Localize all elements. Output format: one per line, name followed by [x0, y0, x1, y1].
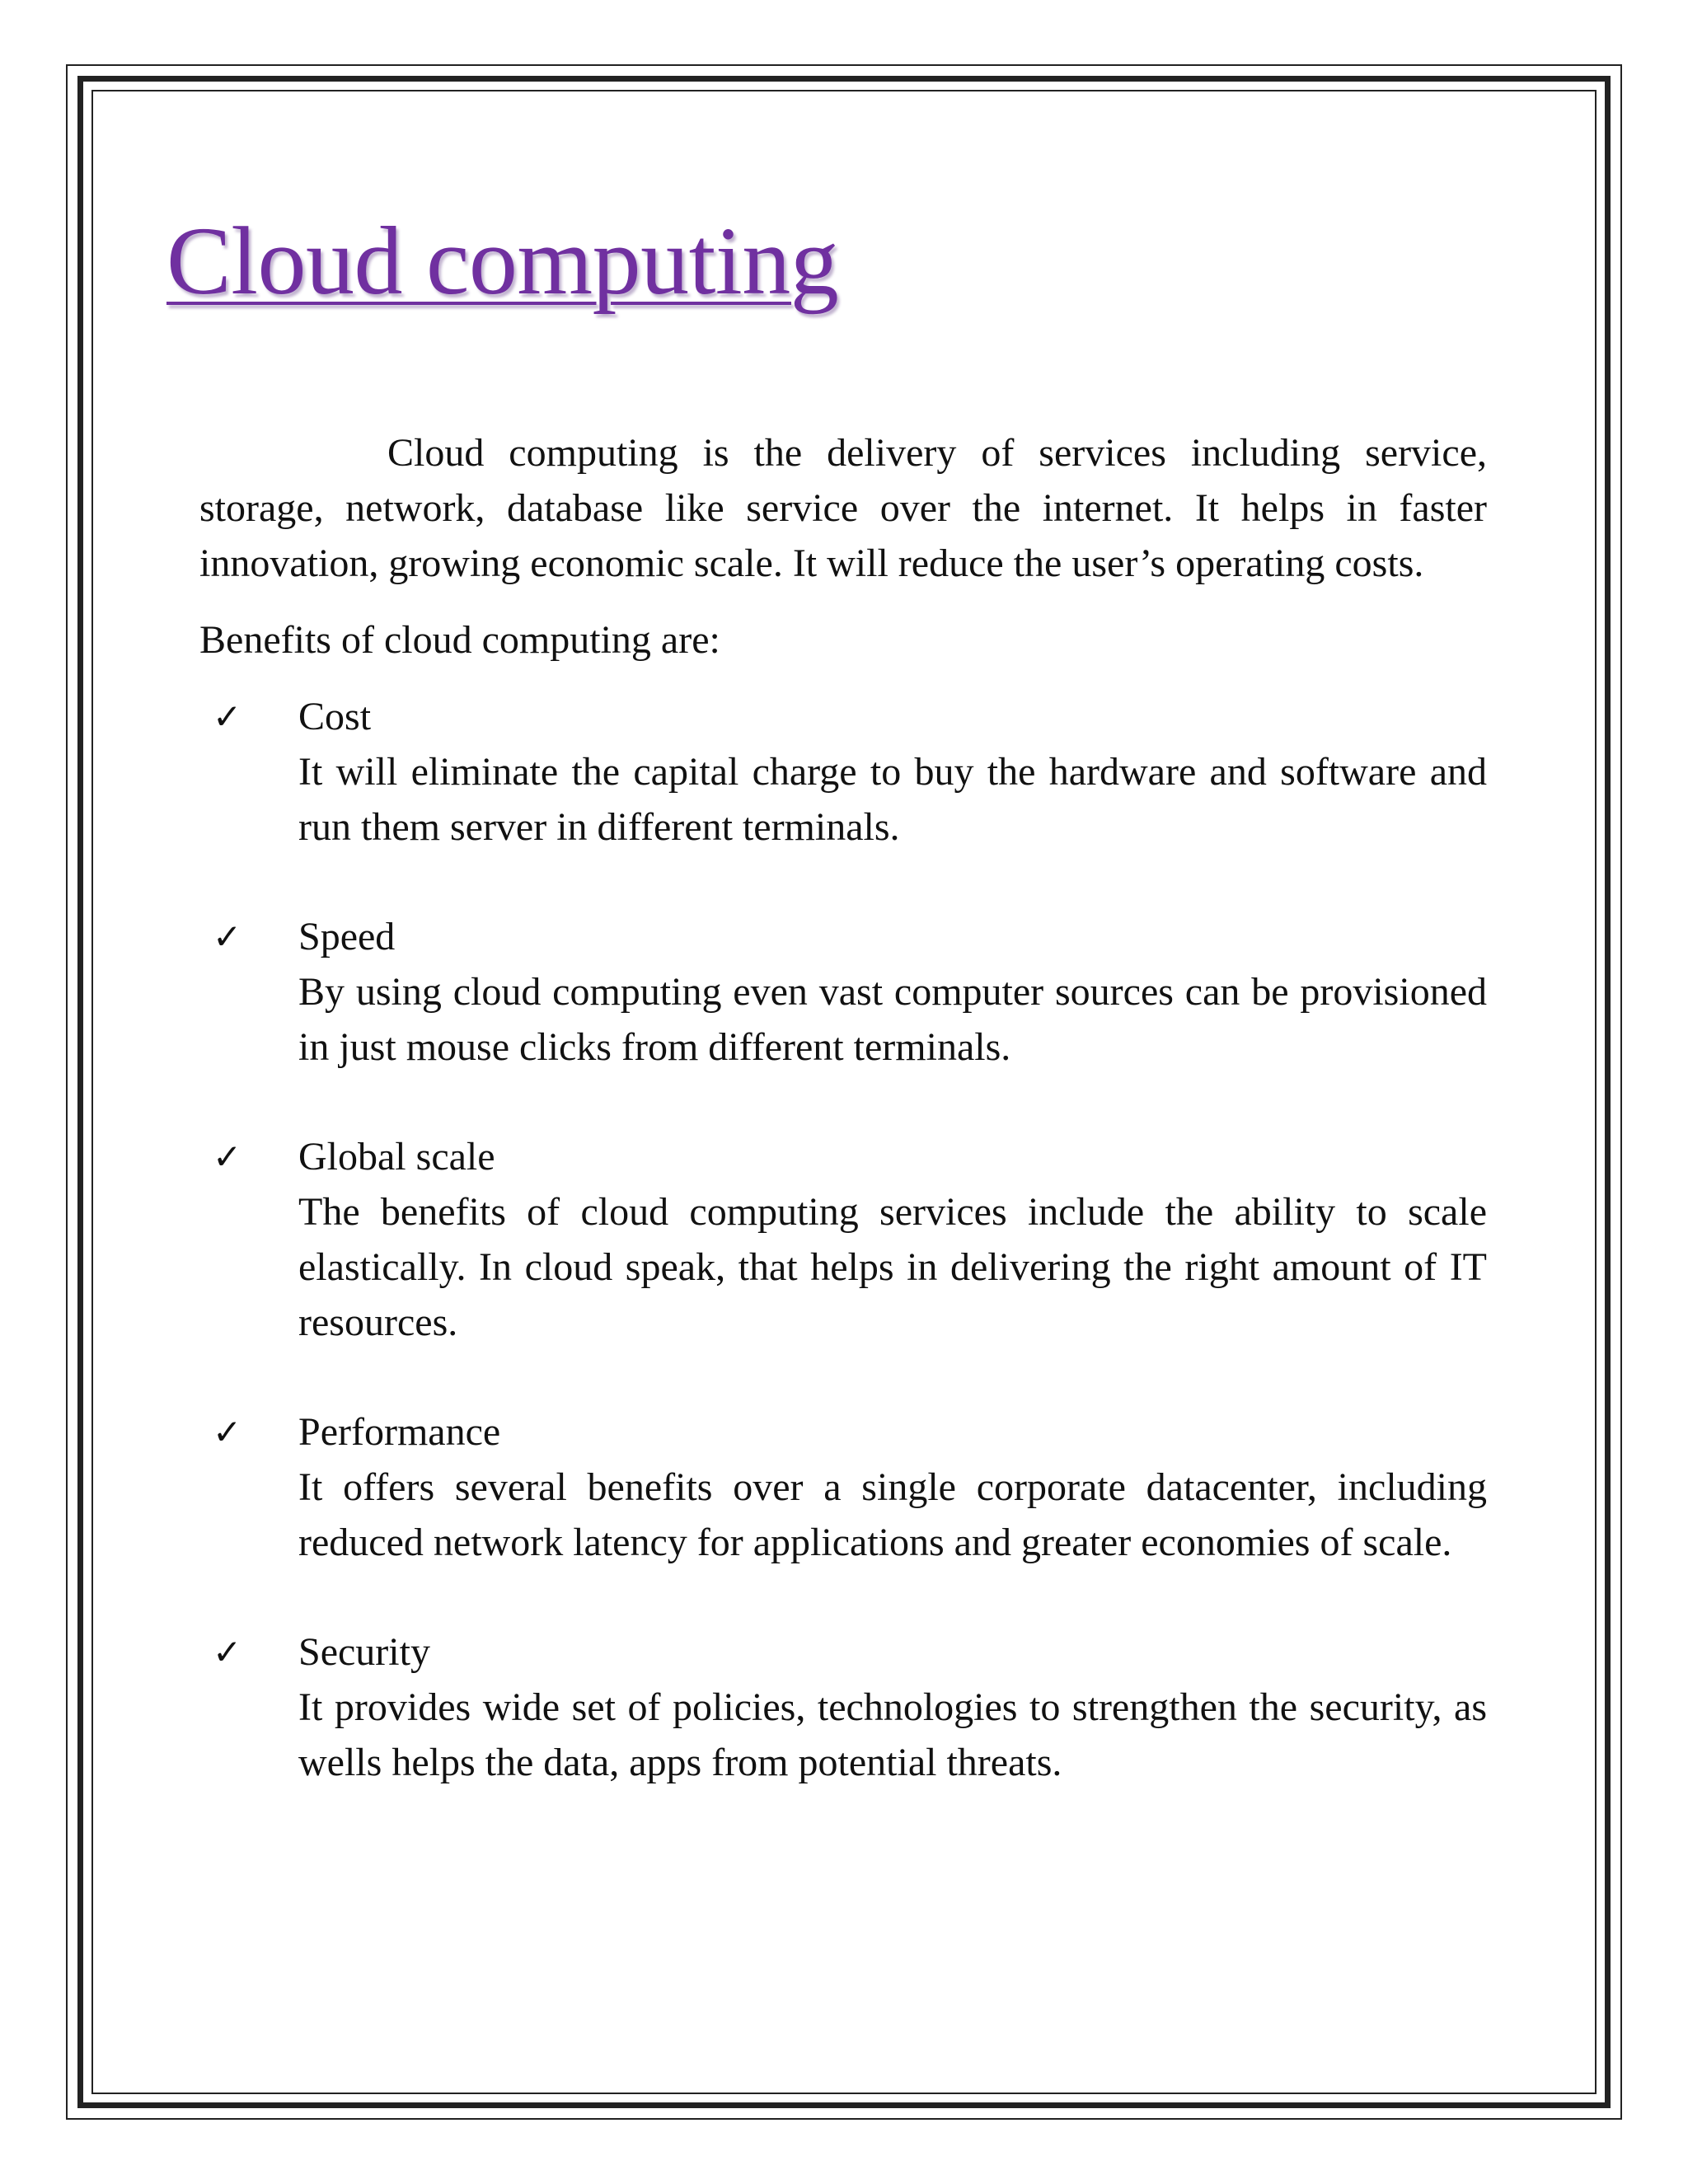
check-icon: ✓: [213, 1412, 242, 1452]
page-title: Cloud computing: [166, 207, 839, 315]
benefit-description: By using cloud computing even vast computer sources can be provisioned in just mouse clicks from different terminals.: [298, 970, 1487, 1069]
benefits-heading: Benefits of cloud computing are:: [199, 618, 720, 662]
benefit-title: Global scale: [298, 1135, 495, 1179]
benefit-description: The benefits of cloud computing services include the ability to scale elastically. In cloud speak, that helps in delivering the right amount of IT resources.: [298, 1190, 1487, 1344]
list-item: [199, 909, 1487, 1075]
list-item: [199, 689, 1487, 855]
check-icon: ✓: [213, 916, 242, 957]
check-icon: ✓: [213, 1632, 242, 1672]
benefits-list: [199, 689, 1487, 1790]
list-item: [199, 1129, 1487, 1350]
intro-paragraph: Cloud computing is the delivery of services including service, storage, network, database like service over the internet. It helps in faster innovation, growing economic scale. It will reduce the user’s operating costs.: [199, 431, 1487, 585]
benefit-title: Performance: [298, 1410, 501, 1454]
benefit-title: Cost: [298, 695, 372, 738]
benefit-description: It will eliminate the capital charge to buy the hardware and software and run them server in different terminals.: [298, 750, 1487, 849]
benefit-description: It offers several benefits over a single corporate datacenter, including reduced network latency for applications and greater economies of scale.: [298, 1465, 1487, 1564]
document-body: [199, 425, 1487, 1844]
benefit-description: It provides wide set of policies, technologies to strengthen the security, as wells helps the data, apps from potential threats.: [298, 1685, 1487, 1784]
list-item: [199, 1624, 1487, 1790]
benefit-title: Speed: [298, 915, 396, 958]
check-icon: ✓: [213, 1137, 242, 1177]
check-icon: ✓: [213, 696, 242, 737]
list-item: [199, 1404, 1487, 1570]
benefit-title: Security: [298, 1630, 430, 1674]
